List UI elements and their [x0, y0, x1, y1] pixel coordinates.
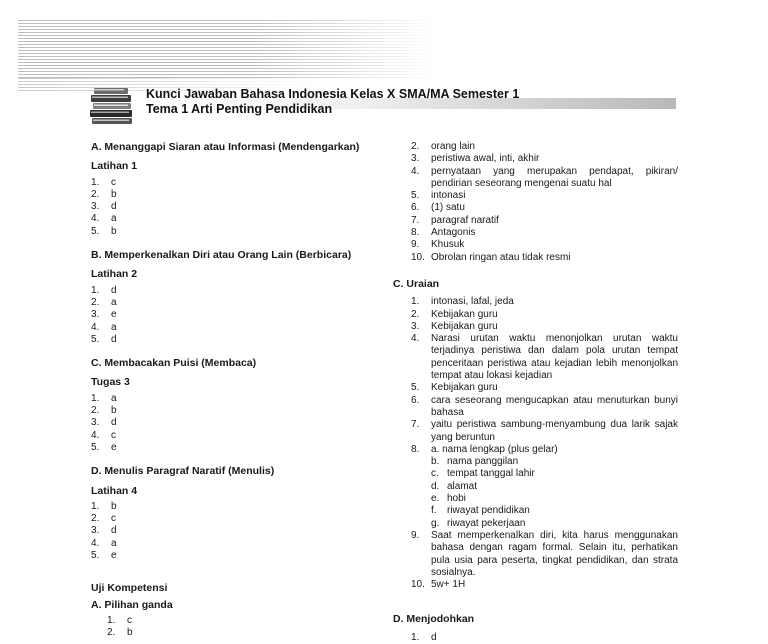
list-item: 7. paragraf naratif: [411, 214, 499, 226]
list-item: 5. e: [91, 550, 117, 562]
section-a-heading: A. Menanggapi Siaran atau Informasi (Mendengarkan): [91, 141, 360, 153]
list-item: 5. d: [91, 333, 117, 345]
list-item: 3. d: [91, 417, 117, 429]
list-item: 6. cara seseorang mengucapkan atau menuturkan bunyi bahasa: [411, 394, 678, 418]
menjodohkan-heading: D. Menjodohkan: [393, 613, 475, 626]
decorative-stripes: [18, 20, 438, 78]
list-item: 1. b: [91, 500, 117, 512]
list-item: 3. Kebijakan guru: [411, 320, 498, 332]
books-icon: [90, 86, 134, 126]
section-d-heading: D. Menulis Paragraf Naratif (Menulis): [91, 465, 275, 478]
section-b-sub: Latihan 2: [91, 268, 138, 281]
list-item: 5. Kebijakan guru: [411, 382, 498, 394]
title-line-1: Kunci Jawaban Bahasa Indonesia Kelas X SMA/MA Semester 1: [146, 87, 520, 101]
list-item: 7. yaitu peristiwa sambung-menyambung dua larik sajak yang beruntun: [411, 419, 678, 443]
list-item: 4. c: [91, 429, 116, 441]
sub-list-item: g. riwayat pekerjaan: [431, 517, 526, 529]
list-item: 3. d: [91, 525, 117, 537]
list-item: 8. a. nama lengkap (plus gelar): [411, 443, 558, 455]
sub-list-item: e. hobi: [431, 493, 466, 505]
right-column: [393, 141, 678, 644]
section-a-sub: Latihan 1: [91, 160, 138, 173]
list-item: 3. peristiwa awal, inti, akhir: [411, 153, 540, 165]
list-item: 1. d: [91, 284, 117, 296]
list-item: 4. Narasi urutan waktu menonjolkan urutan waktu terjadinya peristiwa dan dalam pola urutan tempat penceritaan peristiwa atau kejadian lebih menonjolkan tempat atau lokasi kejadian: [411, 333, 678, 382]
list-item: 9. Khusuk: [411, 239, 465, 251]
list-item: 1. intonasi, lafal, jeda: [411, 296, 514, 308]
list-item: 10. 5w+ 1H: [411, 579, 466, 591]
sub-list-item: c. tempat tanggal lahir: [431, 468, 535, 480]
list-item: 5. b: [91, 225, 117, 237]
list-item: 2. b: [91, 405, 117, 417]
section-c-sub: Tugas 3: [91, 376, 130, 389]
list-item: 1. c: [91, 176, 116, 188]
list-item: 4. a: [91, 213, 117, 225]
section-c-heading: C. Membacakan Puisi (Membaca): [91, 357, 257, 370]
sub-list-item: f. riwayat pendidikan: [431, 505, 530, 517]
section-b-heading: B. Memperkenalkan Diri atau Orang Lain (Berbicara): [91, 249, 352, 262]
list-item: 2. c: [91, 513, 116, 525]
uraian-heading: C. Uraian: [393, 277, 440, 290]
list-item: 2. orang lain: [411, 141, 475, 152]
list-item: 2. a: [91, 296, 117, 308]
list-item: 1. c: [107, 614, 132, 626]
sub-list-item: b. nama panggilan: [431, 456, 519, 468]
list-item: 9. Saat memperkenalkan diri, kita harus menggunakan bahasa dengan ragam formal. Selain itu, perhatikan pula usia para peserta, tingkat pendidikan, dan strata sosialnya.: [411, 529, 678, 578]
list-item: 5. intonasi: [411, 190, 466, 202]
list-item: 3. e: [91, 309, 117, 321]
list-item: 3. d: [91, 201, 117, 213]
list-item: 6. (1) satu: [411, 202, 465, 214]
uji-kompetensi-heading: Uji Kompetensi: [91, 582, 168, 595]
list-item: 2. Kebijakan guru: [411, 308, 498, 320]
list-item: 1. d: [411, 631, 437, 643]
list-item: 4. pernyataan yang merupakan pendapat, pikiran/ pendirian seseorang mengenai suatu hal: [411, 165, 678, 189]
list-item: 4. a: [91, 321, 117, 333]
list-item: 8. Antagonis: [411, 227, 476, 239]
list-item: 2. b: [107, 627, 133, 639]
left-column: [91, 141, 381, 640]
title-line-2: Tema 1 Arti Penting Pendidikan: [146, 102, 333, 116]
list-item: 1. a: [91, 392, 117, 404]
sub-list-item: d. alamat: [431, 480, 478, 492]
pilihan-ganda-sub: A. Pilihan ganda: [91, 598, 173, 611]
list-item: 2. b: [91, 188, 117, 200]
list-item: 5. e: [91, 441, 117, 453]
list-item: 10. Obrolan ringan atau tidak resmi: [411, 251, 571, 263]
page-title: [146, 87, 519, 117]
list-item: 4. a: [91, 537, 117, 549]
section-d-sub: Latihan 4: [91, 484, 138, 497]
